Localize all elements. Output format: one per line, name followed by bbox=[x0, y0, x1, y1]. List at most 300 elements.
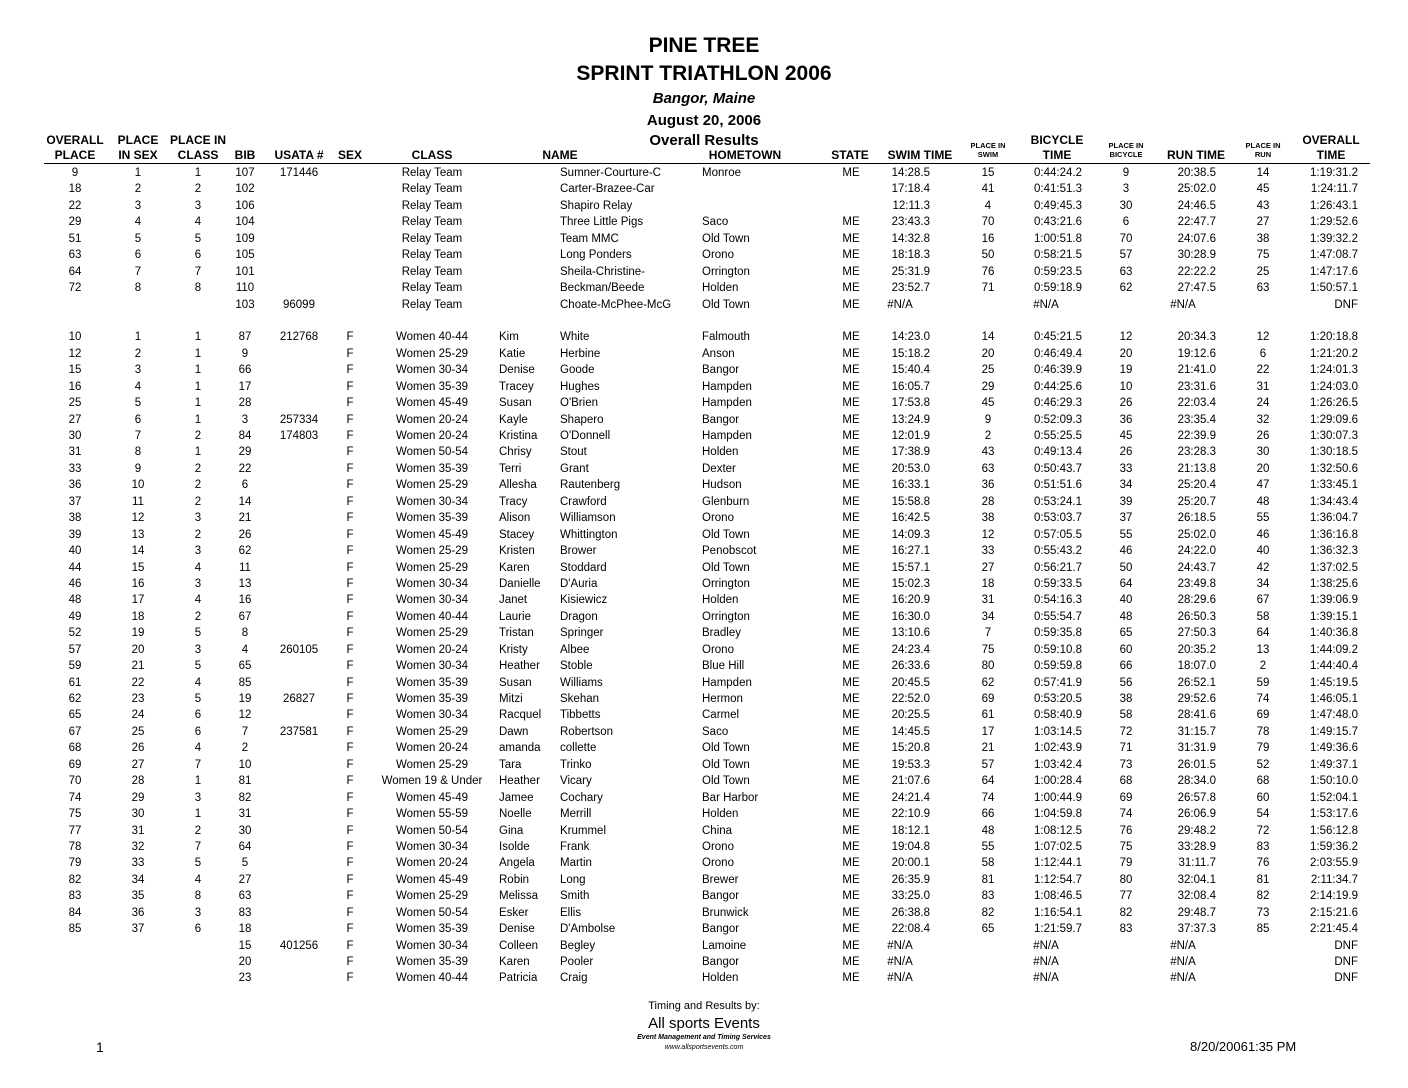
cell-bib: 64 bbox=[238, 840, 252, 853]
cell-place-in-run: 42 bbox=[1256, 561, 1270, 574]
cell-sex: F bbox=[346, 857, 354, 870]
cell-place-in-run: 31 bbox=[1256, 380, 1270, 393]
cell-state: ME bbox=[842, 610, 860, 623]
cell-place-in-bicycle: 56 bbox=[1119, 676, 1133, 689]
cell-hometown: Old Town bbox=[702, 758, 750, 771]
cell-last-name: Tibbetts bbox=[560, 709, 601, 722]
table-row bbox=[0, 888, 1408, 904]
cell-bib: 21 bbox=[238, 512, 252, 525]
cell-bib: 16 bbox=[238, 594, 252, 607]
event-location: Bangor, Maine bbox=[652, 90, 756, 107]
cell-last-name: Long bbox=[560, 873, 586, 886]
cell-place-in-swim: 15 bbox=[981, 167, 995, 179]
cell-run-time: 21:41.0 bbox=[1177, 364, 1216, 377]
cell-bicycle-time: 0:44:24.2 bbox=[1034, 167, 1082, 179]
table-row bbox=[0, 297, 1408, 313]
cell-bib: 7 bbox=[241, 725, 249, 738]
cell-bicycle-time: 1:08:12.5 bbox=[1034, 824, 1082, 837]
cell-place-in-bicycle: 60 bbox=[1119, 643, 1133, 656]
table-row bbox=[0, 839, 1408, 855]
cell-place-in-sex: 1 bbox=[134, 331, 142, 344]
cell-run-time: 22:22.2 bbox=[1177, 265, 1216, 278]
cell-overall-place: 67 bbox=[68, 725, 82, 738]
cell-state: ME bbox=[842, 232, 860, 245]
cell-usata: 260105 bbox=[279, 643, 319, 656]
cell-overall-time: 1:36:16.8 bbox=[1310, 528, 1358, 541]
cell-usata: 212768 bbox=[279, 331, 319, 344]
cell-first-name: Gina bbox=[499, 824, 524, 837]
cell-sex: F bbox=[346, 709, 354, 722]
cell-swim-time: 14:23.0 bbox=[891, 331, 930, 344]
cell-overall-time: 1:53:17.6 bbox=[1310, 808, 1358, 821]
cell-run-time: #N/A bbox=[1170, 956, 1196, 968]
cell-bicycle-time: 0:44:25.6 bbox=[1034, 380, 1082, 393]
cell-state: ME bbox=[842, 347, 860, 360]
cell-place-in-class: 4 bbox=[194, 873, 202, 886]
cell-bib: 85 bbox=[238, 676, 252, 689]
cell-state: ME bbox=[842, 725, 860, 738]
cell-sex: F bbox=[346, 840, 354, 853]
cell-place-in-swim: 16 bbox=[981, 232, 995, 245]
cell-overall-time: DNF bbox=[1334, 972, 1358, 985]
cell-last-name: Herbine bbox=[560, 347, 601, 360]
header-class: CLASS bbox=[411, 148, 453, 162]
cell-class: Women 35-39 bbox=[395, 676, 469, 689]
cell-class: Women 30-34 bbox=[395, 660, 469, 673]
cell-bib: 18 bbox=[238, 923, 252, 936]
cell-place-in-sex: 31 bbox=[131, 824, 145, 837]
cell-overall-time: 1:36:04.7 bbox=[1310, 512, 1358, 525]
cell-sex: F bbox=[346, 643, 354, 656]
cell-class: Women 45-49 bbox=[395, 528, 469, 541]
table-row bbox=[0, 231, 1408, 247]
cell-class: Women 30-34 bbox=[395, 594, 469, 607]
cell-swim-time: #N/A bbox=[887, 298, 913, 311]
cell-place-in-class: 5 bbox=[194, 660, 202, 673]
cell-place-in-sex: 27 bbox=[131, 758, 145, 771]
table-row bbox=[0, 428, 1408, 444]
cell-bicycle-time: 0:49:45.3 bbox=[1034, 199, 1082, 212]
cell-overall-place: 82 bbox=[68, 873, 82, 886]
cell-overall-place: 48 bbox=[68, 594, 82, 607]
cell-overall-time: 1:29:52.6 bbox=[1310, 216, 1358, 229]
cell-place-in-swim: 29 bbox=[981, 380, 995, 393]
cell-overall-time: 1:46:05.1 bbox=[1310, 693, 1358, 705]
cell-run-time: 27:47.5 bbox=[1177, 282, 1216, 295]
cell-place-in-run: 63 bbox=[1256, 282, 1270, 295]
cell-bicycle-time: 0:43:21.6 bbox=[1034, 216, 1082, 229]
cell-bicycle-time: 0:55:43.2 bbox=[1034, 545, 1082, 558]
cell-place-in-swim: 2 bbox=[984, 430, 992, 442]
cell-place-in-swim: 12 bbox=[981, 528, 995, 541]
cell-place-in-swim: 9 bbox=[984, 413, 992, 426]
cell-overall-time: 1:34:43.4 bbox=[1310, 495, 1358, 508]
cell-overall-time: 1:26:43.1 bbox=[1310, 199, 1358, 212]
section-gap bbox=[0, 313, 1408, 329]
cell-state: ME bbox=[842, 840, 860, 853]
cell-sex: F bbox=[346, 972, 354, 985]
cell-bicycle-time: 0:59:18.9 bbox=[1034, 282, 1082, 295]
header-overall-time: OVERALL TIME bbox=[1302, 133, 1360, 162]
cell-bib: 103 bbox=[235, 298, 255, 311]
cell-sex: F bbox=[346, 495, 354, 508]
cell-last-name: Williamson bbox=[560, 512, 616, 525]
cell-hometown: Blue Hill bbox=[702, 660, 745, 673]
cell-place-in-run: 58 bbox=[1256, 610, 1270, 623]
cell-last-name: Rautenberg bbox=[560, 479, 621, 492]
cell-swim-time: 23:43.3 bbox=[891, 216, 930, 229]
cell-bicycle-time: 1:07:02.5 bbox=[1034, 840, 1082, 853]
cell-last-name: Goode bbox=[560, 364, 595, 377]
cell-first-name: Robin bbox=[499, 873, 530, 886]
cell-place-in-sex: 22 bbox=[131, 676, 145, 689]
cell-bib: 106 bbox=[235, 199, 255, 212]
cell-overall-place: 46 bbox=[68, 577, 82, 590]
cell-first-name: Terri bbox=[499, 462, 522, 475]
cell-last-name: Stoble bbox=[560, 660, 593, 673]
cell-overall-time: 1:26:26.5 bbox=[1310, 397, 1358, 410]
cell-place-in-bicycle: 62 bbox=[1119, 282, 1133, 295]
cell-place-in-sex: 3 bbox=[134, 364, 142, 377]
company-tagline: Event Management and Timing Services bbox=[637, 1034, 771, 1041]
cell-last-name: White bbox=[560, 331, 590, 344]
cell-swim-time: 22:08.4 bbox=[891, 923, 930, 936]
cell-last-name: Dragon bbox=[560, 610, 598, 623]
cell-run-time: 29:48.7 bbox=[1177, 906, 1216, 919]
cell-place-in-run: 46 bbox=[1256, 528, 1270, 541]
cell-sex: F bbox=[346, 561, 354, 574]
cell-bib: 20 bbox=[238, 956, 252, 968]
cell-overall-place: 27 bbox=[68, 413, 82, 426]
cell-sex: F bbox=[346, 380, 354, 393]
cell-place-in-class: 1 bbox=[194, 331, 202, 344]
cell-hometown: Old Town bbox=[702, 775, 750, 788]
cell-place-in-class: 6 bbox=[194, 923, 202, 936]
header-name: NAME bbox=[542, 148, 578, 162]
table-row bbox=[0, 938, 1408, 954]
cell-last-name: Williams bbox=[560, 676, 603, 689]
cell-sex: F bbox=[346, 577, 354, 590]
cell-swim-time: 16:27.1 bbox=[891, 545, 930, 558]
cell-place-in-class: 2 bbox=[194, 528, 202, 541]
cell-place-in-sex: 26 bbox=[131, 742, 145, 755]
cell-bicycle-time: 0:53:20.5 bbox=[1034, 693, 1082, 705]
cell-place-in-run: 67 bbox=[1256, 594, 1270, 607]
cell-run-time: 26:50.3 bbox=[1177, 610, 1216, 623]
table-row bbox=[0, 329, 1408, 345]
cell-sex: F bbox=[346, 873, 354, 886]
cell-bib: 110 bbox=[235, 282, 255, 295]
cell-place-in-run: 55 bbox=[1256, 512, 1270, 525]
table-row bbox=[0, 905, 1408, 921]
cell-place-in-swim: 17 bbox=[981, 725, 995, 738]
cell-overall-place: 61 bbox=[68, 676, 82, 689]
table-row bbox=[0, 642, 1408, 658]
cell-bib: 30 bbox=[238, 824, 252, 837]
cell-run-time: 27:50.3 bbox=[1177, 627, 1216, 640]
cell-place-in-sex: 25 bbox=[131, 725, 145, 738]
cell-sex: F bbox=[346, 446, 354, 459]
cell-hometown: Bangor bbox=[702, 413, 740, 426]
cell-run-time: 21:13.8 bbox=[1177, 462, 1216, 475]
cell-bib: 15 bbox=[238, 939, 252, 952]
cell-class: Relay Team bbox=[401, 298, 463, 311]
cell-place-in-run: 13 bbox=[1256, 643, 1270, 656]
cell-bicycle-time: 0:58:40.9 bbox=[1034, 709, 1082, 722]
cell-overall-place: 72 bbox=[68, 282, 82, 295]
cell-place-in-sex: 9 bbox=[134, 462, 142, 475]
cell-place-in-bicycle: 39 bbox=[1119, 495, 1133, 508]
cell-first-name: Kristen bbox=[499, 545, 535, 558]
cell-last-name: Pooler bbox=[560, 956, 594, 968]
cell-place-in-bicycle: 63 bbox=[1119, 265, 1133, 278]
cell-run-time: 26:01.5 bbox=[1177, 758, 1216, 771]
cell-place-in-bicycle: 55 bbox=[1119, 528, 1133, 541]
cell-swim-time: 14:09.3 bbox=[891, 528, 930, 541]
cell-run-time: 25:20.4 bbox=[1177, 479, 1216, 492]
cell-place-in-swim: 61 bbox=[981, 709, 995, 722]
cell-bib: 65 bbox=[238, 660, 252, 673]
results-table bbox=[0, 165, 1408, 987]
cell-swim-time: 20:53.0 bbox=[891, 462, 930, 475]
cell-state: ME bbox=[842, 791, 860, 804]
cell-state: ME bbox=[842, 265, 860, 278]
cell-hometown: Orrington bbox=[702, 610, 750, 623]
cell-hometown: Carmel bbox=[702, 709, 740, 722]
cell-sex: F bbox=[346, 890, 354, 903]
cell-run-time: 25:02.0 bbox=[1177, 183, 1216, 196]
cell-place-in-run: 22 bbox=[1256, 364, 1270, 377]
cell-place-in-swim: 36 bbox=[981, 479, 995, 492]
cell-state: ME bbox=[842, 430, 860, 442]
cell-place-in-swim: 55 bbox=[981, 840, 995, 853]
cell-place-in-swim: 63 bbox=[981, 462, 995, 475]
cell-overall-place: 68 bbox=[68, 742, 82, 755]
cell-run-time: 32:04.1 bbox=[1177, 873, 1216, 886]
cell-swim-time: 14:28.5 bbox=[891, 167, 930, 179]
cell-overall-place: 10 bbox=[68, 331, 82, 344]
cell-bicycle-time: 1:03:42.4 bbox=[1034, 758, 1082, 771]
cell-bib: 11 bbox=[239, 561, 251, 574]
cell-place-in-swim: 25 bbox=[981, 364, 995, 377]
cell-state: ME bbox=[842, 380, 860, 393]
table-row bbox=[0, 543, 1408, 559]
table-row bbox=[0, 181, 1408, 197]
cell-overall-time: DNF bbox=[1334, 939, 1358, 952]
cell-class: Women 55-59 bbox=[395, 808, 469, 821]
cell-place-in-bicycle: 66 bbox=[1119, 660, 1133, 673]
cell-place-in-class: 1 bbox=[194, 397, 202, 410]
cell-place-in-class: 4 bbox=[194, 561, 202, 574]
cell-place-in-class: 1 bbox=[194, 413, 202, 426]
cell-place-in-swim: 50 bbox=[981, 249, 995, 262]
cell-usata: 257334 bbox=[279, 413, 319, 426]
cell-state: ME bbox=[842, 282, 860, 295]
cell-last-name: O'Brien bbox=[560, 397, 598, 410]
cell-place-in-swim: 7 bbox=[984, 627, 992, 640]
cell-bicycle-time: #N/A bbox=[1033, 939, 1059, 952]
header-bicycle-time: BICYCLE TIME bbox=[1030, 133, 1084, 162]
cell-last-name: D'Ambolse bbox=[560, 923, 616, 936]
cell-place-in-bicycle: 83 bbox=[1119, 923, 1133, 936]
cell-place-in-sex: 30 bbox=[131, 808, 145, 821]
cell-overall-time: 1:39:06.9 bbox=[1310, 594, 1358, 607]
cell-place-in-sex: 1 bbox=[134, 167, 142, 179]
cell-bicycle-time: 0:55:54.7 bbox=[1034, 610, 1082, 623]
cell-state: ME bbox=[842, 709, 860, 722]
cell-bicycle-time: 0:55:25.5 bbox=[1034, 430, 1082, 442]
cell-place-in-bicycle: 68 bbox=[1119, 775, 1133, 788]
cell-class: Relay Team bbox=[401, 183, 463, 196]
cell-run-time: 29:52.6 bbox=[1177, 693, 1216, 705]
cell-overall-time: 1:37:02.5 bbox=[1310, 561, 1358, 574]
cell-state: ME bbox=[842, 643, 860, 656]
cell-hometown: Holden bbox=[702, 972, 739, 985]
header-place-in-run: PLACE IN RUN bbox=[1245, 141, 1281, 159]
cell-last-name: Hughes bbox=[560, 380, 600, 393]
table-row bbox=[0, 658, 1408, 674]
cell-class: Relay Team bbox=[401, 265, 463, 278]
cell-last-name: Crawford bbox=[560, 495, 607, 508]
table-row bbox=[0, 494, 1408, 510]
cell-usata: 174803 bbox=[279, 430, 319, 442]
cell-swim-time: 16:42.5 bbox=[891, 512, 930, 525]
header-sex: SEX bbox=[337, 148, 362, 162]
cell-run-time: 18:07.0 bbox=[1177, 660, 1216, 673]
cell-run-time: 23:31.6 bbox=[1177, 380, 1216, 393]
cell-place-in-class: 1 bbox=[194, 364, 202, 377]
cell-last-name: Ellis bbox=[560, 906, 582, 919]
cell-first-name: Melissa bbox=[499, 890, 538, 903]
cell-overall-time: 1:24:01.3 bbox=[1310, 364, 1358, 377]
cell-bicycle-time: 0:51:51.6 bbox=[1034, 479, 1082, 492]
cell-place-in-bicycle: 46 bbox=[1119, 545, 1133, 558]
cell-run-time: 24:22.0 bbox=[1177, 545, 1216, 558]
cell-class: Women 50-54 bbox=[395, 906, 469, 919]
cell-last-name: Frank bbox=[560, 840, 590, 853]
cell-run-time: 31:31.9 bbox=[1177, 742, 1216, 755]
cell-place-in-run: 30 bbox=[1256, 446, 1270, 459]
cell-first-name: Dawn bbox=[499, 725, 529, 738]
cell-sex: F bbox=[346, 413, 354, 426]
table-row bbox=[0, 510, 1408, 526]
cell-place-in-sex: 4 bbox=[134, 380, 142, 393]
company-website: www.allsportsevents.com bbox=[664, 1044, 744, 1051]
cell-place-in-bicycle: 45 bbox=[1119, 430, 1133, 442]
cell-overall-place: 75 bbox=[68, 808, 82, 821]
cell-sex: F bbox=[346, 594, 354, 607]
cell-swim-time: 16:05.7 bbox=[891, 380, 930, 393]
cell-swim-time: #N/A bbox=[887, 956, 913, 968]
cell-run-time: 28:41.6 bbox=[1177, 709, 1216, 722]
cell-class: Women 40-44 bbox=[395, 972, 469, 985]
cell-sex: F bbox=[346, 512, 354, 525]
cell-overall-place: 29 bbox=[68, 216, 82, 229]
cell-swim-time: 20:45.5 bbox=[891, 676, 930, 689]
cell-bicycle-time: 0:46:39.9 bbox=[1034, 364, 1082, 377]
event-date: August 20, 2006 bbox=[646, 112, 762, 129]
cell-place-in-run: 83 bbox=[1256, 840, 1270, 853]
cell-state: ME bbox=[842, 413, 860, 426]
cell-overall-place: 40 bbox=[68, 545, 82, 558]
table-row bbox=[0, 560, 1408, 576]
cell-place-in-class: 3 bbox=[194, 643, 202, 656]
cell-state: ME bbox=[842, 808, 860, 821]
cell-state: ME bbox=[842, 594, 860, 607]
cell-place-in-bicycle: 82 bbox=[1119, 906, 1133, 919]
table-row bbox=[0, 872, 1408, 888]
cell-bib: 12 bbox=[238, 709, 252, 722]
cell-bicycle-time: 0:49:13.4 bbox=[1034, 446, 1082, 459]
cell-bib: 9 bbox=[241, 347, 249, 360]
cell-bib: 107 bbox=[235, 167, 255, 179]
cell-class: Women 35-39 bbox=[395, 693, 469, 705]
cell-first-name: Angela bbox=[499, 857, 535, 870]
cell-first-name: Allesha bbox=[499, 479, 537, 492]
cell-sex: F bbox=[346, 430, 354, 442]
cell-bicycle-time: 1:00:51.8 bbox=[1034, 232, 1082, 245]
cell-swim-time: 15:18.2 bbox=[891, 347, 930, 360]
cell-overall-place: 85 bbox=[68, 923, 82, 936]
cell-place-in-sex: 19 bbox=[131, 627, 145, 640]
cell-last-name: Choate-McPhee-McG bbox=[560, 298, 672, 311]
cell-bicycle-time: 1:12:44.1 bbox=[1034, 857, 1082, 870]
cell-run-time: 28:34.0 bbox=[1177, 775, 1216, 788]
cell-last-name: Beckman/Beede bbox=[560, 282, 645, 295]
cell-bib: 27 bbox=[238, 873, 252, 886]
table-row bbox=[0, 773, 1408, 789]
cell-place-in-swim: 43 bbox=[981, 446, 995, 459]
cell-last-name: Robertson bbox=[560, 725, 614, 738]
cell-bicycle-time: #N/A bbox=[1033, 956, 1059, 968]
cell-class: Women 30-34 bbox=[395, 840, 469, 853]
cell-first-name: Kim bbox=[499, 331, 519, 344]
cell-place-in-bicycle: 80 bbox=[1119, 873, 1133, 886]
cell-swim-time: 24:23.4 bbox=[891, 643, 930, 656]
cell-overall-place: 62 bbox=[68, 693, 82, 705]
cell-first-name: Esker bbox=[499, 906, 529, 919]
cell-hometown: Orono bbox=[702, 512, 734, 525]
cell-place-in-swim: 64 bbox=[981, 775, 995, 788]
cell-bicycle-time: 0:46:29.3 bbox=[1034, 397, 1082, 410]
cell-bib: 26 bbox=[238, 528, 252, 541]
cell-usata: 26827 bbox=[283, 693, 315, 705]
cell-swim-time: 17:38.9 bbox=[891, 446, 930, 459]
table-row bbox=[0, 444, 1408, 460]
cell-overall-time: 1:30:18.5 bbox=[1310, 446, 1358, 459]
cell-class: Women 20-24 bbox=[395, 413, 469, 426]
results-subtitle: Overall Results bbox=[649, 132, 759, 149]
table-row bbox=[0, 707, 1408, 723]
cell-class: Relay Team bbox=[401, 199, 463, 212]
cell-state: ME bbox=[842, 775, 860, 788]
cell-overall-time: 1:20:18.8 bbox=[1310, 331, 1358, 344]
cell-bicycle-time: 0:41:51.3 bbox=[1034, 183, 1082, 196]
cell-state: ME bbox=[842, 249, 860, 262]
cell-swim-time: #N/A bbox=[887, 972, 913, 985]
cell-overall-place: 33 bbox=[68, 462, 82, 475]
cell-first-name: Laurie bbox=[499, 610, 531, 623]
cell-bicycle-time: 0:46:49.4 bbox=[1034, 347, 1082, 360]
cell-hometown: Glenburn bbox=[702, 495, 750, 508]
cell-swim-time: 26:33.6 bbox=[891, 660, 930, 673]
cell-place-in-sex: 28 bbox=[131, 775, 145, 788]
cell-overall-place: 9 bbox=[71, 167, 79, 179]
cell-overall-time: 1:40:36.8 bbox=[1310, 627, 1358, 640]
table-row bbox=[0, 592, 1408, 608]
cell-place-in-sex: 3 bbox=[134, 199, 142, 212]
cell-state: ME bbox=[842, 331, 860, 344]
